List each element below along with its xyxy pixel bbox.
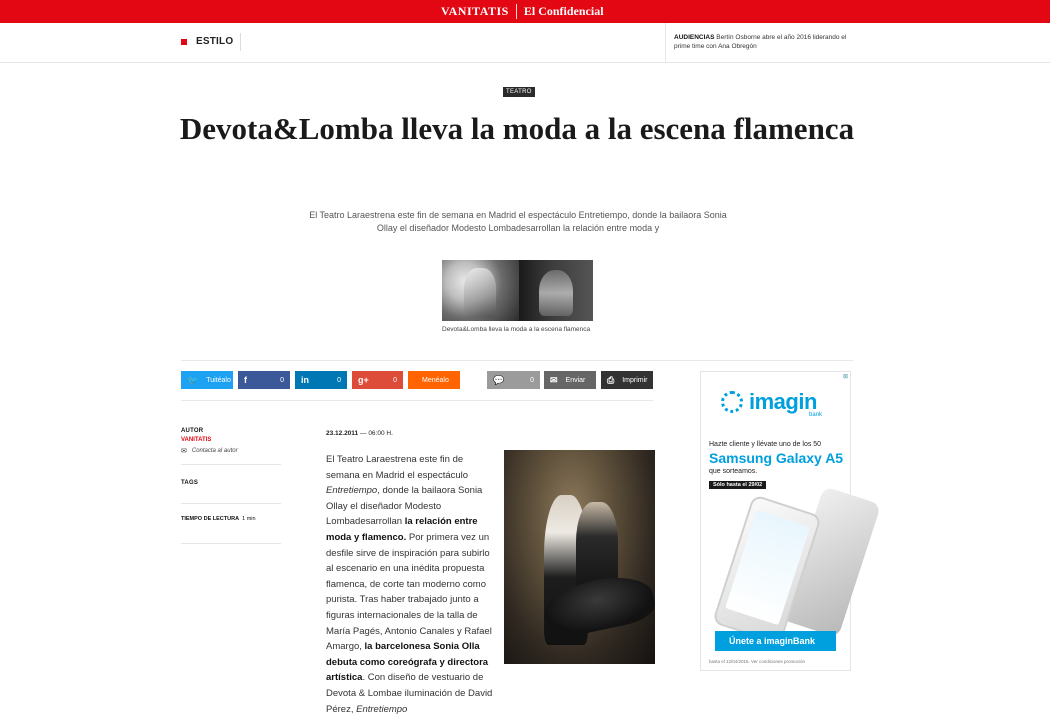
author-name-link[interactable]: VANITATIS <box>181 437 212 443</box>
ad-line2: Samsung Galaxy A5 <box>709 450 844 466</box>
ad-logo <box>721 389 817 415</box>
comments-count: 0 <box>530 376 534 384</box>
share-twitter-label: Tuitéalo <box>206 376 231 384</box>
hero-image-right <box>519 260 593 321</box>
ticker-divider <box>665 23 666 63</box>
body-emphasis: Entretiempo <box>356 703 408 715</box>
ticker-headline[interactable]: Bertín Osborne abre el año 2016 liderando el prime time con Ana Obregón <box>674 34 847 50</box>
divider <box>181 400 653 401</box>
ticker-label: AUDIENCIAS <box>674 34 715 41</box>
divider <box>181 543 281 544</box>
article-tag[interactable]: TEATRO <box>503 87 535 97</box>
news-ticker[interactable] <box>674 33 864 51</box>
contact-author-label: Contacta al autor <box>191 448 238 454</box>
advertisement[interactable] <box>700 371 851 671</box>
ad-logo-text: imagin <box>749 389 817 414</box>
print-button[interactable] <box>601 371 653 389</box>
article-body <box>326 452 499 717</box>
divider <box>181 464 281 465</box>
body-emphasis: Entretiempo <box>326 485 378 497</box>
divider <box>181 360 853 361</box>
article-time: 06:00 H. <box>368 430 393 437</box>
share-linkedin-button[interactable] <box>295 371 347 389</box>
divider <box>181 503 281 504</box>
ad-logo-sub: bank <box>809 412 823 418</box>
ad-fine-print: hasta el 12/04/2016. Ver condiciones promoción <box>709 659 806 664</box>
ad-badge: Sólo hasta el 29/02 <box>709 481 766 489</box>
share-linkedin-count: 0 <box>337 376 341 384</box>
envelope-icon: ✉ <box>181 448 187 455</box>
share-gplus-count: 0 <box>393 376 397 384</box>
envelope-icon: ✉ <box>550 374 558 385</box>
hero-caption: Devota&Lomba lleva la moda a la escena flamenca <box>442 326 591 333</box>
hero-image[interactable] <box>442 260 593 321</box>
comment-icon: 💬 <box>493 374 505 385</box>
reading-time <box>181 516 256 522</box>
article-photo[interactable] <box>504 450 655 664</box>
reading-time-value: 1 min <box>242 516 256 522</box>
gplus-icon: g+ <box>358 375 369 385</box>
body-text: , donde la bailaora Sonia Ollay el diseñador Modesto Lombadesarrollan <box>326 485 483 528</box>
share-meneame-label: Menéalo <box>422 376 449 384</box>
body-text: El Teatro Laraestrena este fin de semana en Madrid el espectáculo <box>326 454 469 481</box>
reading-time-label: TIEMPO DE LECTURA <box>181 516 240 522</box>
twitter-icon: 🐦 <box>187 374 199 385</box>
article-headline: Devota&Lomba lleva la moda a la escena flamenca <box>179 111 855 146</box>
section-link-estilo[interactable]: ESTILO <box>196 36 234 47</box>
facebook-icon: f <box>244 375 247 385</box>
brand-divider <box>516 4 517 19</box>
share-facebook-button[interactable] <box>238 371 290 389</box>
body-text: . Con diseño de vestuario de Devota & Lombae iluminación de David Pérez, <box>326 672 493 715</box>
section-divider <box>240 33 241 51</box>
body-strong: la barcelonesa Sonia Olla debuta como coreógrafa y directora artística <box>326 641 489 684</box>
vanitatis-logo[interactable]: VANITATIS <box>441 4 509 18</box>
share-meneame-button[interactable] <box>408 371 460 389</box>
section-bar <box>0 23 1050 63</box>
send-button[interactable] <box>544 371 596 389</box>
body-strong: la relación entre moda y flamenco. <box>326 516 478 543</box>
ad-line1: Hazte cliente y llévate uno de los 50 <box>709 441 822 448</box>
share-twitter-button[interactable] <box>181 371 233 389</box>
ad-line3: que sorteamos. <box>709 468 758 475</box>
article-lead: El Teatro Laraestrena este fin de semana en Madrid el espectáculo Entretiempo, donde la bailaora Sonia Ollay el diseñador Modesto Lombadesarrollan la relación entre moda y <box>309 210 727 233</box>
el-confidencial-logo[interactable]: El Confidencial <box>523 4 604 18</box>
hero-image-left <box>442 260 519 321</box>
article-date: 23.12.2011 <box>326 430 359 437</box>
printer-icon: ⎙ <box>607 374 615 385</box>
imagin-logo-icon <box>721 391 743 413</box>
send-label: Enviar <box>565 376 586 384</box>
article-dateline: 23.12.2011 — 06:00 H. <box>326 430 393 437</box>
linkedin-icon: in <box>301 375 309 385</box>
comments-button[interactable] <box>487 371 540 389</box>
top-brand-bar <box>0 0 1050 23</box>
ad-close-icon[interactable]: ⊠ <box>842 374 848 380</box>
contact-author-link[interactable] <box>181 447 238 455</box>
share-facebook-count: 0 <box>280 376 284 384</box>
tags-label: TAGS <box>181 480 199 486</box>
ad-cta-button[interactable]: Únete a imaginBank <box>715 631 836 651</box>
share-gplus-button[interactable] <box>352 371 403 389</box>
body-text: Por primera vez un desfile sirve de inspiración para subirlo al escenario en una inédita propuesta flamenca, de corte tan moderno como purista. Tras haber trabajado junto a figuras internacionales de la talla de María Pagés, Antonio Canales y Rafael Amargo, <box>326 531 492 653</box>
print-label: Imprimir <box>622 376 648 384</box>
section-marker <box>181 39 187 45</box>
author-label: AUTOR <box>181 428 204 434</box>
brand-logos[interactable] <box>441 3 604 20</box>
